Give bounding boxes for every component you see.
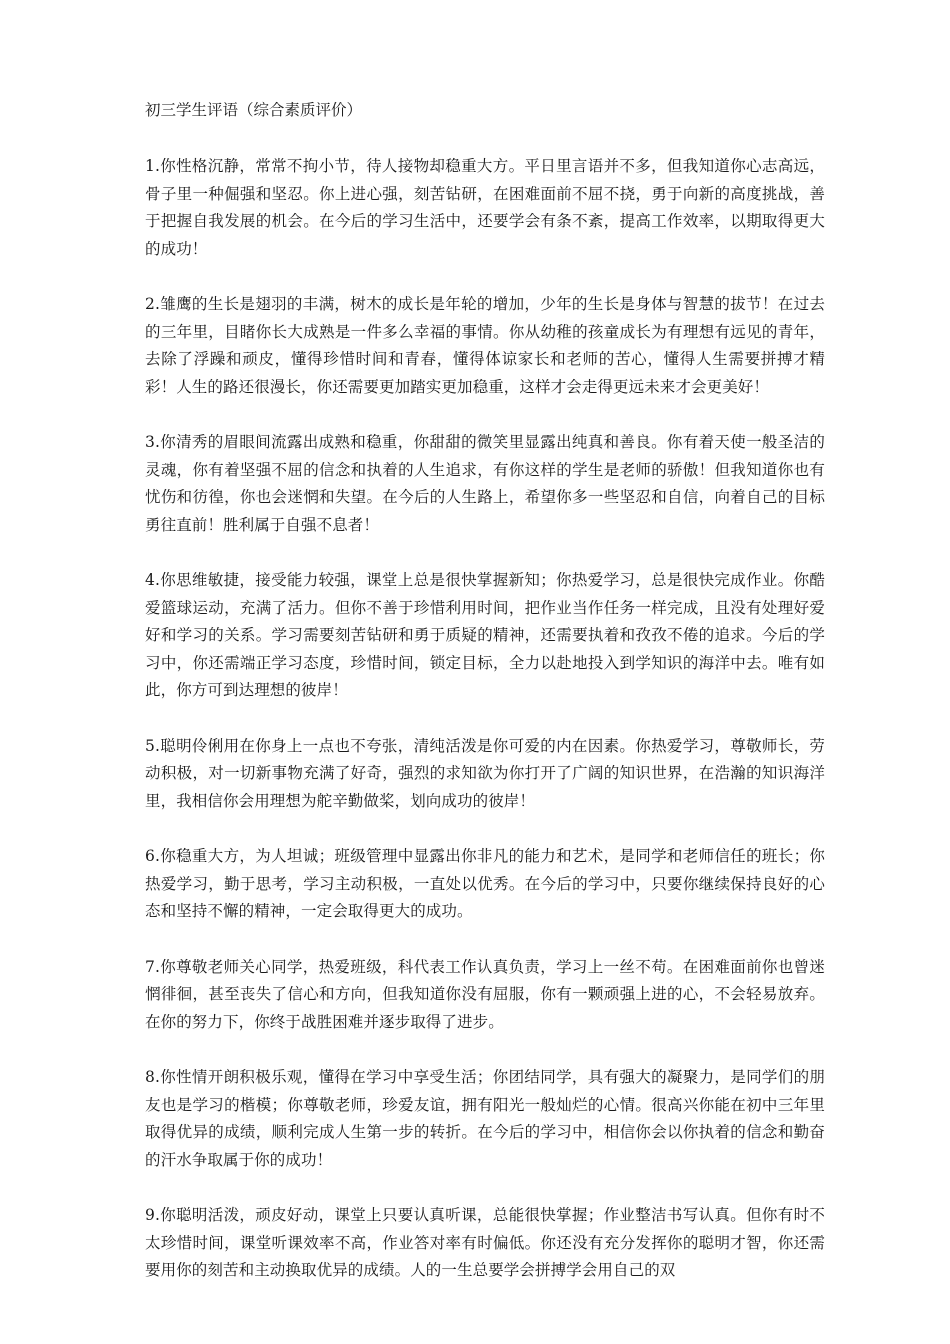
comment-entry-2 [145,291,825,401]
comment-entry-1 [145,153,825,263]
entry-number: 4. [145,571,160,589]
comment-entry-7 [145,954,825,1037]
entry-number: 1. [145,157,160,175]
entry-number: 7. [145,957,160,976]
entry-text: 你清秀的眉眼间流露出成熟和稳重，你甜甜的微笑里显露出纯真和善良。你有着天使一般圣洁的灵魂，你有着坚强不屈的信念和执着的人生追求，有你这样的学生是老师的骄傲！但我知道你也有忧伤和彷徨，你也会迷惘和失望。在今后的人生路上，希望你多一些坚忍和自信，向着自己的目标勇往直前！胜利属于自强不息者！ [145,433,825,534]
document-page [145,96,825,1313]
entry-number: 5. [145,736,160,755]
entry-text: 你性格沉静，常常不拘小节，待人接物却稳重大方。平日里言语并不多，但我知道你心志高远，骨子里一种倔强和坚忍。你上进心强，刻苦钻研，在困难面前不屈不挠，勇于向新的高度挑战，善于把握自我发展的机会。在今后的学习生活中，还要学会有条不紊，提高工作效率，以期取得更大的成功！ [145,157,825,258]
entry-text: 你聪明活泼，顽皮好动，课堂上只要认真听课，总能很快掌握；作业整洁书写认真。但你有时不太珍惜时间，课堂听课效率不高，作业答对率有时偏低。你还没有充分发挥你的聪明才智，你还需要用你的刻苦和主动换取优异的成绩。人的一生总要学会拼搏学会用自己的双 [145,1206,825,1279]
comment-entry-4 [145,567,825,705]
document-title: 初三学生评语（综合素质评价） [145,101,363,119]
entry-text: 雏鹰的生长是翅羽的丰满，树木的成长是年轮的增加，少年的生长是身体与智慧的拔节！在过去的三年里，目睹你长大成熟是一件多么幸福的事情。你从幼稚的孩童成长为有理想有远见的青年，去除了浮躁和顽皮，懂得珍惜时间和青春，懂得体谅家长和老师的苦心，懂得人生需要拼搏才精彩！人生的路还很漫长，你还需要更加踏实更加稳重，这样才会走得更远未来才会更美好！ [145,295,825,396]
entry-number: 9. [145,1206,160,1224]
entry-number: 6. [145,847,160,865]
entry-text: 你思维敏捷，接受能力较强，课堂上总是很快掌握新知；你热爱学习，总是很快完成作业。你酷爱篮球运动，充满了活力。但你不善于珍惜利用时间，把作业当作任务一样完成，且没有处理好爱好和学习的关系。学习需要刻苦钻研和勇于质疑的精神，还需要执着和孜孜不倦的追求。今后的学习中，你还需端正学习态度，珍惜时间，锁定目标，全力以赴地投入到学知识的海洋中去。唯有如此，你方可到达理想的彼岸！ [145,571,825,699]
comment-entry-3 [145,429,825,539]
comment-entry-5 [145,733,825,816]
entry-text: 你性情开朗积极乐观，懂得在学习中享受生活；你团结同学，具有强大的凝聚力，是同学们的朋友也是学习的楷模；你尊敬老师，珍爱友谊，拥有阳光一般灿烂的心情。很高兴你能在初中三年里取得优异的成绩，顺利完成人生第一步的转折。在今后的学习中，相信你会以你执着的信念和勤奋的汗水争取属于你的成功！ [145,1068,825,1169]
comment-entry-9 [145,1202,825,1285]
entry-text: 聪明伶俐用在你身上一点也不夸张，清纯活泼是你可爱的内在因素。你热爱学习，尊敬师长，劳动积极，对一切新事物充满了好奇，强烈的求知欲为你打开了广阔的知识世界，在浩瀚的知识海洋里，我相信你会用理想为舵辛勤做桨，划向成功的彼岸！ [145,736,825,810]
comment-entry-8 [145,1064,825,1174]
entry-text: 你稳重大方，为人坦诚；班级管理中显露出你非凡的能力和艺术，是同学和老师信任的班长；你热爱学习，勤于思考，学习主动积极，一直处以优秀。在今后的学习中，只要你继续保持良好的心态和坚持不懈的精神，一定会取得更大的成功。 [145,847,825,920]
entry-number: 3. [145,433,160,451]
entry-text: 你尊敬老师关心同学，热爱班级，科代表工作认真负责，学习上一丝不苟。在困难面前你也曾迷惘徘徊，甚至丧失了信心和方向，但我知道你没有屈服，你有一颗顽强上进的心，不会轻易放弃。在你的努力下，你终于战胜困难并逐步取得了进步。 [145,957,825,1031]
entry-number: 8. [145,1068,160,1086]
comment-entry-6 [145,843,825,926]
entry-number: 2. [145,295,160,313]
